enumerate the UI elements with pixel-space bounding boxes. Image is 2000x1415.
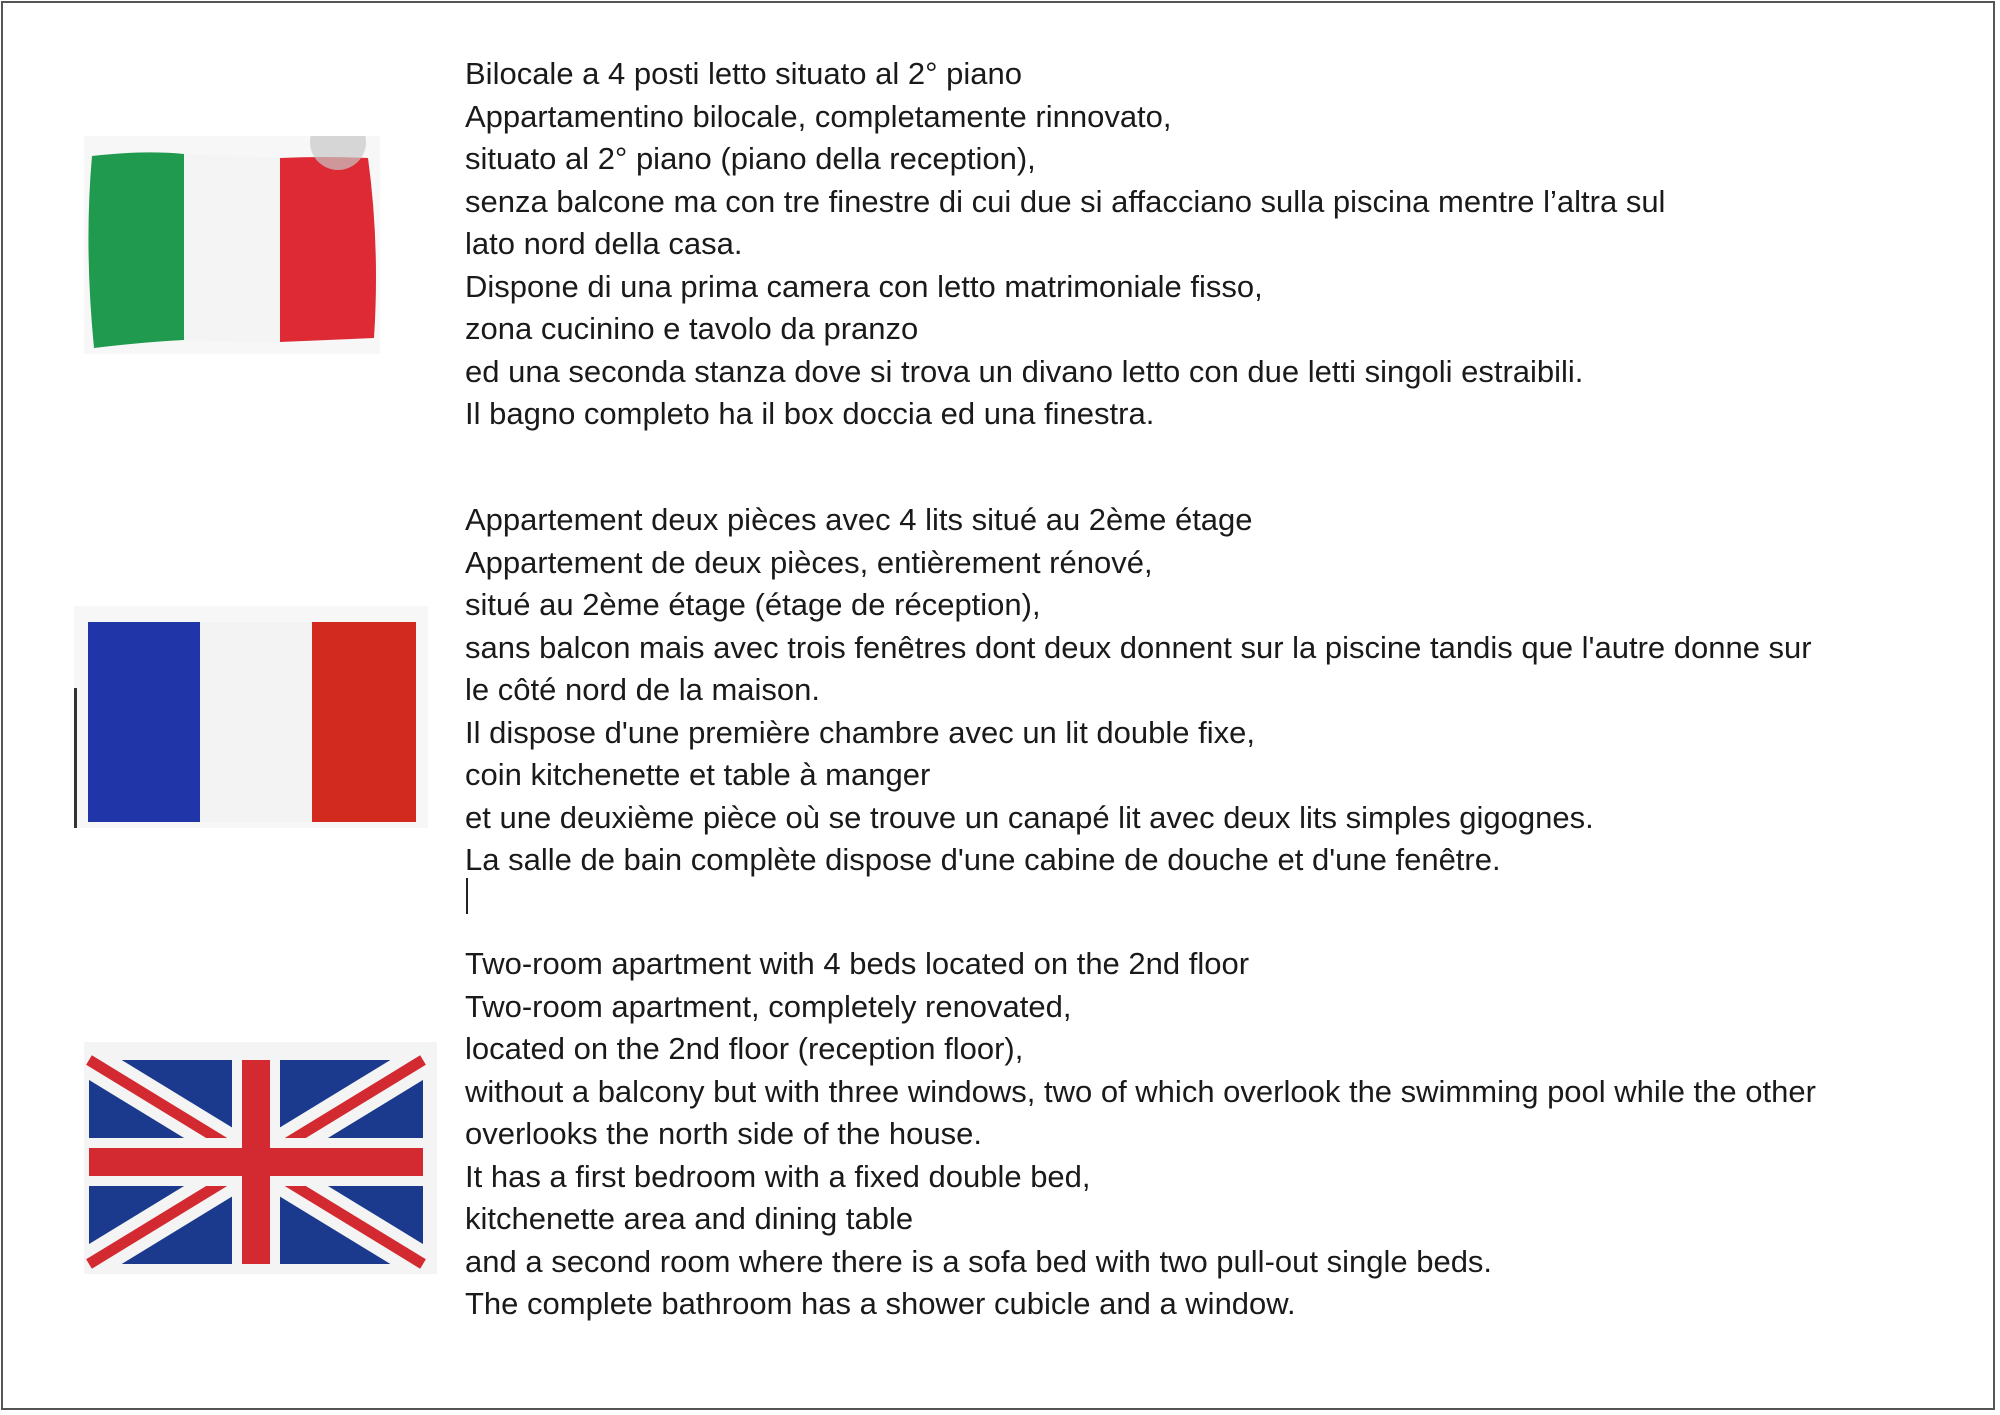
english-line: and a second room where there is a sofa bed with two pull-out single beds.	[465, 1243, 1493, 1279]
italian-line: situato al 2° piano (piano della reception),	[465, 141, 1036, 176]
italian-description	[465, 53, 1965, 436]
english-description	[465, 943, 1965, 1326]
french-line: coin kitchenette et table à manger	[465, 757, 931, 792]
text-cursor[interactable]	[466, 878, 468, 914]
italian-line: Dispone di una prima camera con letto matrimoniale fisso,	[465, 268, 1263, 304]
france-flag-icon	[74, 606, 428, 828]
italy-flag-icon	[84, 136, 380, 354]
french-line: Appartement de deux pièces, entièrement rénové,	[465, 544, 1153, 580]
english-line: The complete bathroom has a shower cubicle and a window.	[465, 1286, 1296, 1321]
english-line: Two-room apartment, completely renovated,	[465, 988, 1072, 1024]
french-line: le côté nord de la maison.	[465, 672, 820, 707]
french-line: Il dispose d'une première chambre avec un lit double fixe,	[465, 714, 1255, 750]
english-line: without a balcony but with three windows, two of which overlook the swimming pool while the other	[465, 1073, 1816, 1109]
french-line: et une deuxième pièce où se trouve un canapé lit avec deux lits simples gigognes.	[465, 799, 1594, 835]
uk-flag-icon	[84, 1042, 437, 1274]
italian-line: zona cucinino e tavolo da pranzo	[465, 311, 919, 346]
english-line: It has a first bedroom with a fixed double bed,	[465, 1158, 1091, 1194]
french-line: La salle de bain complète dispose d'une cabine de douche et d'une fenêtre.	[465, 842, 1501, 877]
french-title-line: Appartement deux pièces avec 4 lits situé au 2ème étage	[465, 502, 1253, 537]
french-line: situé au 2ème étage (étage de réception),	[465, 587, 1041, 622]
english-line: kitchenette area and dining table	[465, 1201, 914, 1236]
italian-line: ed una seconda stanza dove si trova un divano letto con due letti singoli estraibili.	[465, 353, 1584, 389]
english-line: overlooks the north side of the house.	[465, 1116, 982, 1151]
french-line: sans balcon mais avec trois fenêtres dont deux donnent sur la piscine tandis que l'autre donne sur	[465, 629, 1812, 665]
italian-line: Il bagno completo ha il box doccia ed una finestra.	[465, 396, 1155, 431]
italian-line: lato nord della casa.	[465, 226, 743, 261]
italian-title-line: Bilocale a 4 posti letto situato al 2° piano	[465, 56, 1022, 91]
english-title-line: Two-room apartment with 4 beds located on the 2nd floor	[465, 946, 1250, 981]
italian-line: senza balcone ma con tre finestre di cui due si affacciano sulla piscina mentre l’altra sul	[465, 183, 1666, 219]
italian-line: Appartamentino bilocale, completamente rinnovato,	[465, 98, 1172, 134]
english-line: located on the 2nd floor (reception floor),	[465, 1031, 1024, 1066]
french-description	[465, 499, 1965, 882]
